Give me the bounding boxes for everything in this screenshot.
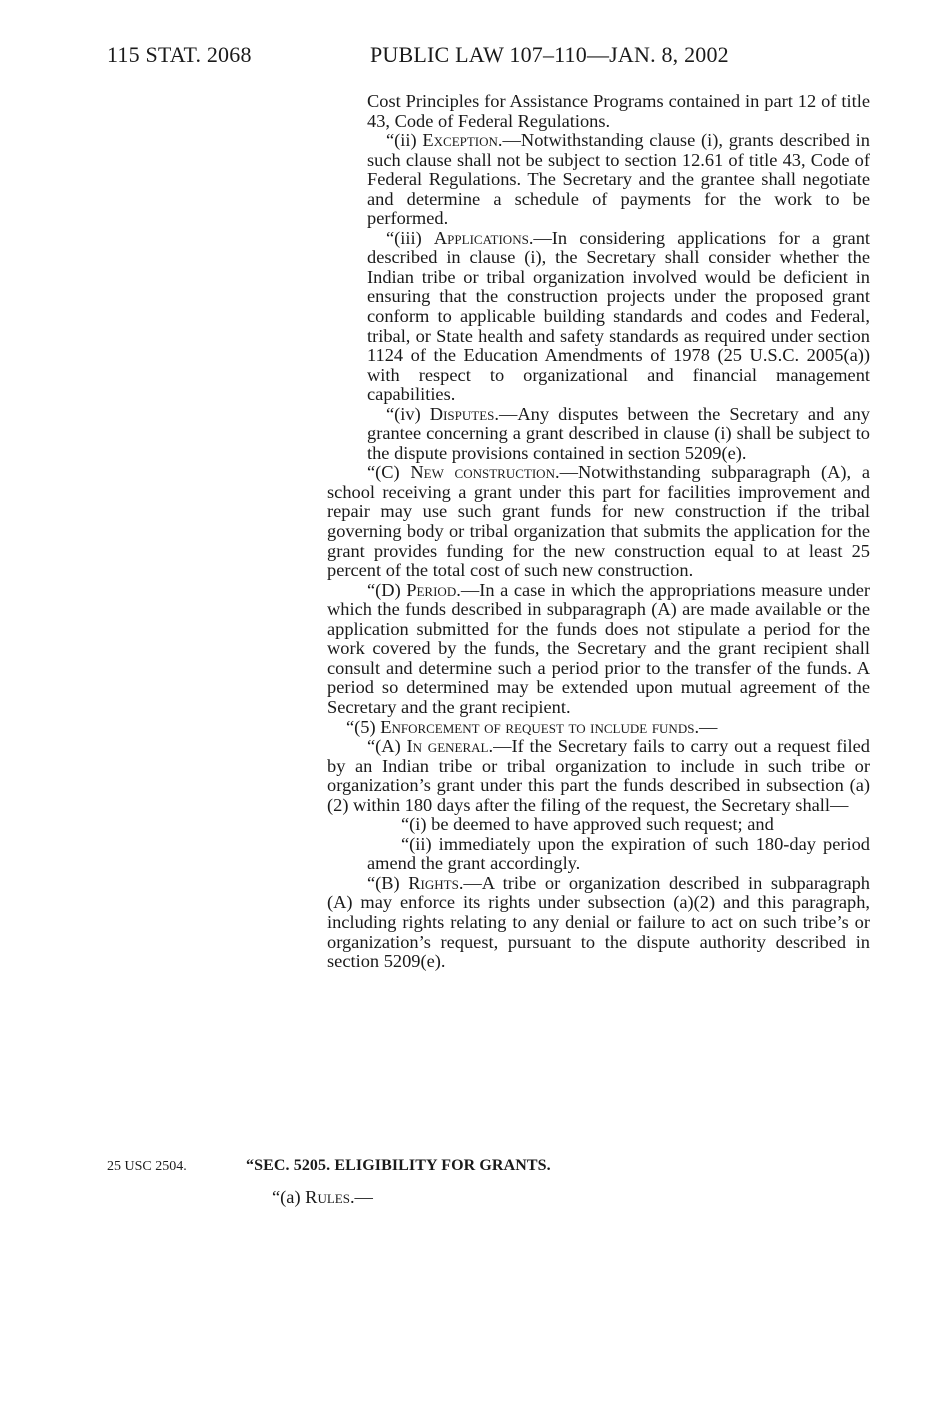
usc-margin-note: 25 USC 2504. — [107, 1159, 187, 1174]
paragraph-cost-principles: Cost Principles for Assistance Programs contained in part 12 of title 43, Code of Federal Regulations. — [367, 91, 870, 131]
page-stat-number: 115 STAT. 2068 — [107, 42, 252, 67]
paragraph-c-new-construction: “(C) New construction.—Notwithstanding subparagraph (A), a school receiving a grant under this part for facilities improvement and repair may use such grant funds for new construction if the tribal governing body or tribal organization that submits the application for the grant provides funding for the new construction equal to at least 25 percent of the total cost of such new construction. — [327, 462, 870, 581]
clause-i-deemed-approved: “(i) be deemed to have approved such request; and — [401, 814, 774, 835]
section-heading: “SEC. 5205. ELIGIBILITY FOR GRANTS. — [246, 1157, 551, 1174]
body-text — [327, 92, 870, 972]
paragraph-d-period: “(D) Period.—In a case in which the appropriations measure under which the funds described in subparagraph (A) are made available or the application submitted for the funds does not stipulate a period for the work covered by the funds, the Secretary and the grant recipient shall consult and determine such a period prior to the transfer of the funds. A period so determined may be extended upon mutual agreement of the Secretary and the grant recipient. — [327, 579, 870, 717]
paragraph-a-in-general: “(A) In general.—If the Secretary fails to carry out a request filed by an Indian tribe or tribal organization to include in such tribe or organization’s grant under this part the funds described in subsection (a)(2) within 180 days after the filing of the request, the Secretary shall— — [327, 736, 870, 815]
paragraph-b-rights: “(B) Rights.—A tribe or organization described in subparagraph (A) may enforce its rights under subsection (a)(2) and this paragraph, including rights relating to any denial or failure to act on such tribe’s or organization’s request, pursuant to the dispute authority described in section 5209(e). — [327, 872, 870, 972]
clause-ii-amend-grant: “(ii) immediately upon the expiration of such 180-day period amend the grant accordingly. — [367, 833, 870, 874]
paragraph-iv-disputes: “(iv) Disputes.—Any disputes between the Secretary and any grantee concerning a grant described in clause (i) shall be subject to the dispute provisions contained in section 5209(e). — [367, 403, 870, 463]
subsection-a-rules: “(a) Rules.— — [272, 1187, 373, 1207]
paragraph-iii-applications: “(iii) Applications.—In considering applications for a grant described in clause (i), the Secretary shall consider whether the Indian tribe or tribal organization involved would be deficient in ensuring that the construction projects under the proposed grant conform to applicable building standards and codes and Federal, tribal, or State health and safety standards as required under section 1124 of the Education Amendments of 1978 (25 U.S.C. 2005(a)) with respect to organizational and financial management capabilities. — [367, 227, 870, 405]
paragraph-ii-exception: “(ii) Exception.—Notwithstanding clause (i), grants described in such clause shall not be subject to section 12.61 of title 43, Code of Federal Regulations. The Secretary and the grantee shall negotiate and determine a schedule of payments for the work to be performed. — [367, 130, 870, 229]
running-header: PUBLIC LAW 107–110—JAN. 8, 2002 — [370, 42, 729, 67]
paragraph-5-enforcement: “(5) Enforcement of request to include funds.— — [346, 716, 718, 737]
